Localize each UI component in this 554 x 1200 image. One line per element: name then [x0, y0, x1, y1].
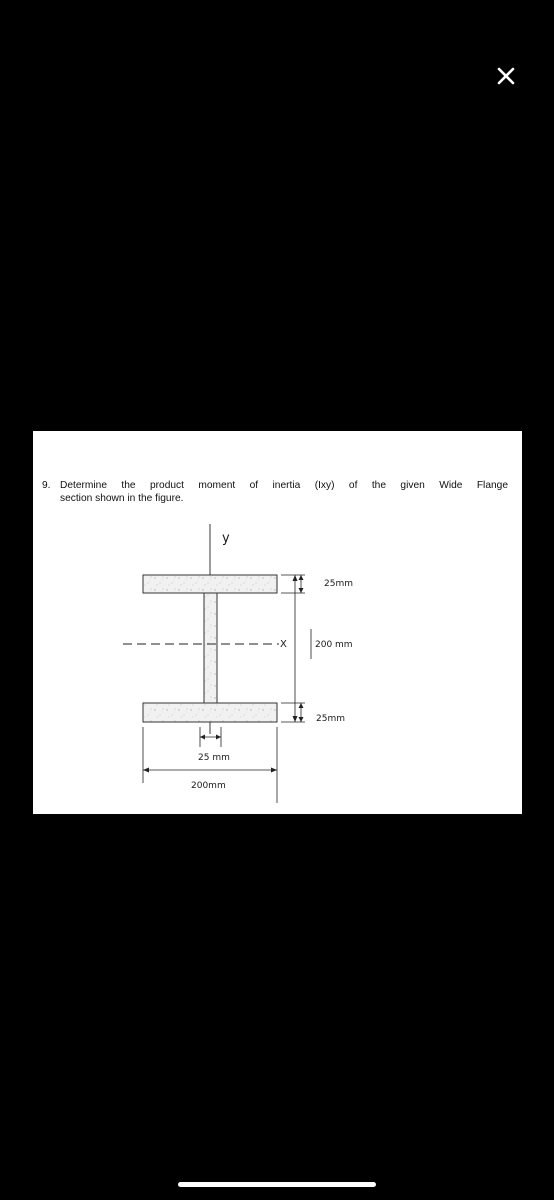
problem-image [33, 431, 522, 814]
question-line-1: Determine the product moment of inertia (Ixy) of the given Wide Flange [60, 480, 508, 491]
bottom-flange [143, 703, 277, 722]
bottom-flange-thickness-label: 25mm [316, 714, 345, 724]
close-button[interactable] [490, 60, 522, 92]
flange-width-label: 200mm [191, 781, 226, 791]
question-line-2: section shown in the figure. [60, 493, 184, 504]
top-flange [143, 575, 277, 593]
wide-flange-figure [33, 431, 522, 814]
x-axis-label: X [280, 639, 287, 650]
home-indicator[interactable] [178, 1182, 376, 1187]
web [204, 593, 217, 703]
question-number: 9. [42, 480, 51, 491]
close-icon [490, 60, 522, 92]
depth-label: 200 mm [315, 640, 353, 650]
y-axis-label: y [222, 531, 230, 546]
web-thickness-label: 25 mm [198, 753, 230, 763]
top-flange-thickness-label: 25mm [324, 579, 353, 589]
